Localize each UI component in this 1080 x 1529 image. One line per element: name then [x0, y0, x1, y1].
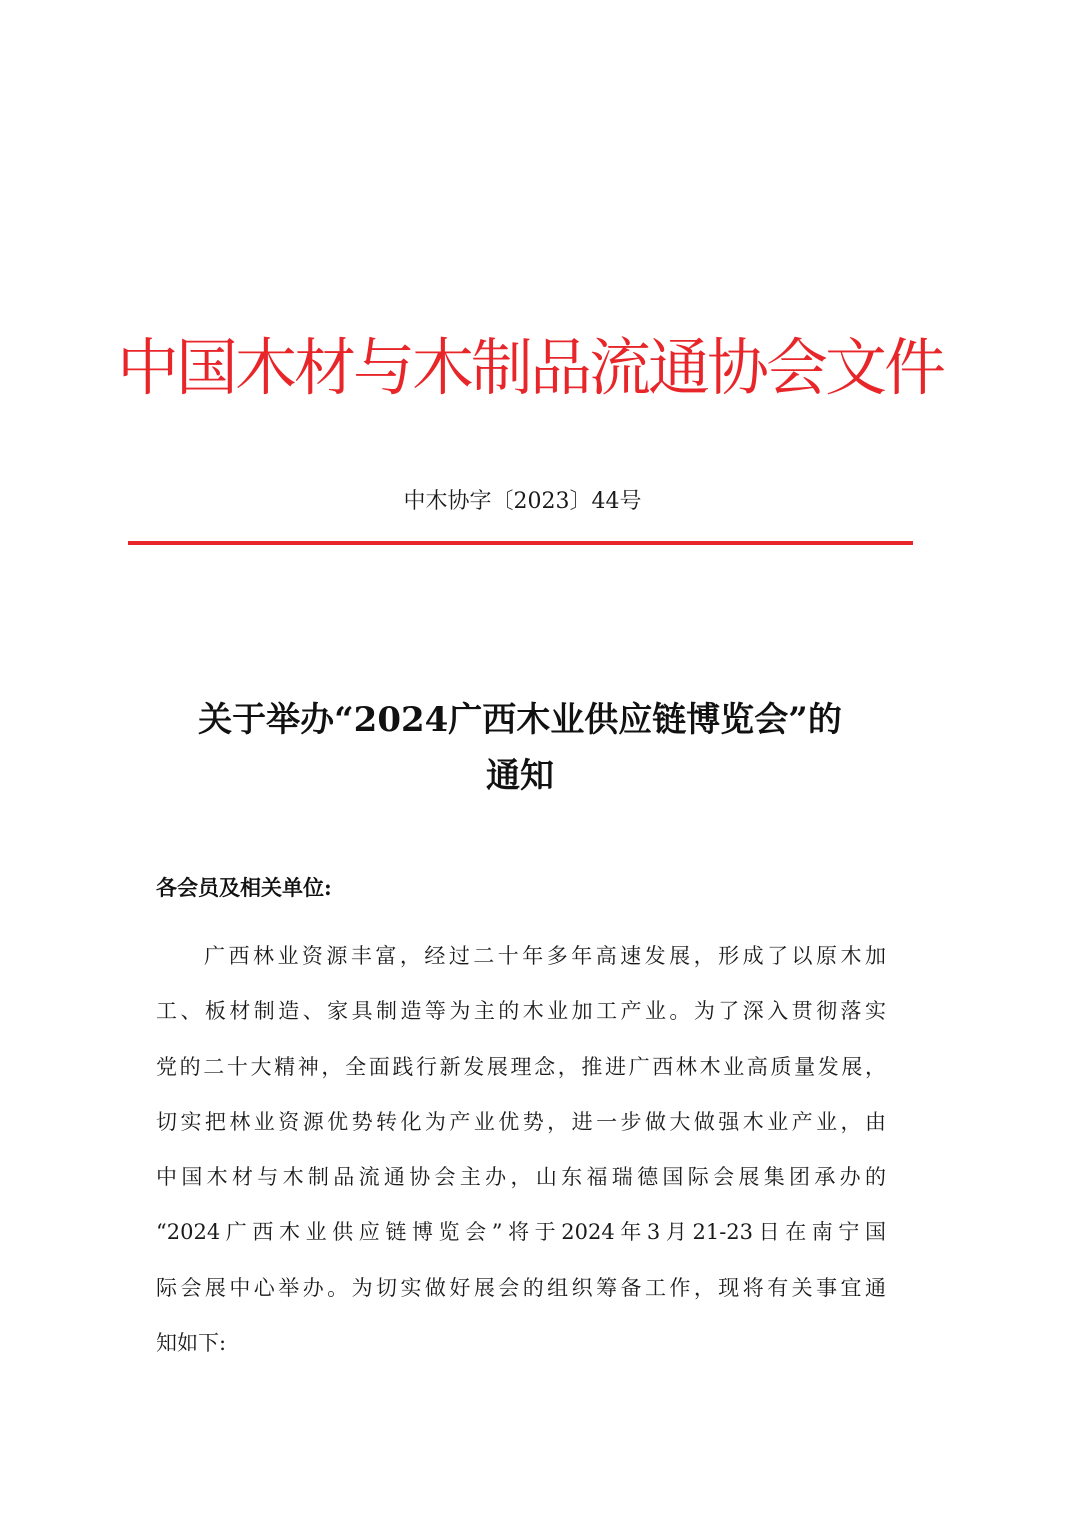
body-line: 广西林业资源丰富，经过二十年多年高速发展，形成了以原木加 — [204, 944, 886, 968]
salutation: 各会员及相关单位: — [156, 875, 332, 900]
body-paragraph — [156, 929, 886, 1371]
notice-title — [150, 692, 890, 804]
body-line: 党的二十大精神，全面践行新发展理念，推进广西林木业高质量发展， — [156, 1054, 886, 1079]
notice-title-line-1: 关于举办“2024广西木业供应链博览会”的 — [198, 700, 842, 740]
issuing-organization-title: 中国木材与木制品流通协会文件 — [116, 331, 943, 404]
body-line: 知如下: — [156, 1331, 227, 1356]
body-line: 际会展中心举办。为切实做好展会的组织筹备工作，现将有关事宜通 — [156, 1275, 886, 1300]
red-divider-line — [128, 541, 913, 545]
document-number: 中木协字〔2023〕44号 — [403, 489, 642, 514]
body-line: 切实把林业资源优势转化为产业优势，进一步做大做强木业产业，由 — [156, 1109, 886, 1134]
body-line: 中国木材与木制品流通协会主办，山东福瑞德国际会展集团承办的 — [156, 1165, 886, 1190]
body-line: “2024广西木业供应链博览会”将于2024年3月21-23日在南宁国 — [156, 1220, 886, 1245]
body-line: 工、板材制造、家具制造等为主的木业加工产业。为了深入贯彻落实 — [156, 999, 886, 1024]
notice-title-line-2: 通知 — [486, 756, 554, 796]
